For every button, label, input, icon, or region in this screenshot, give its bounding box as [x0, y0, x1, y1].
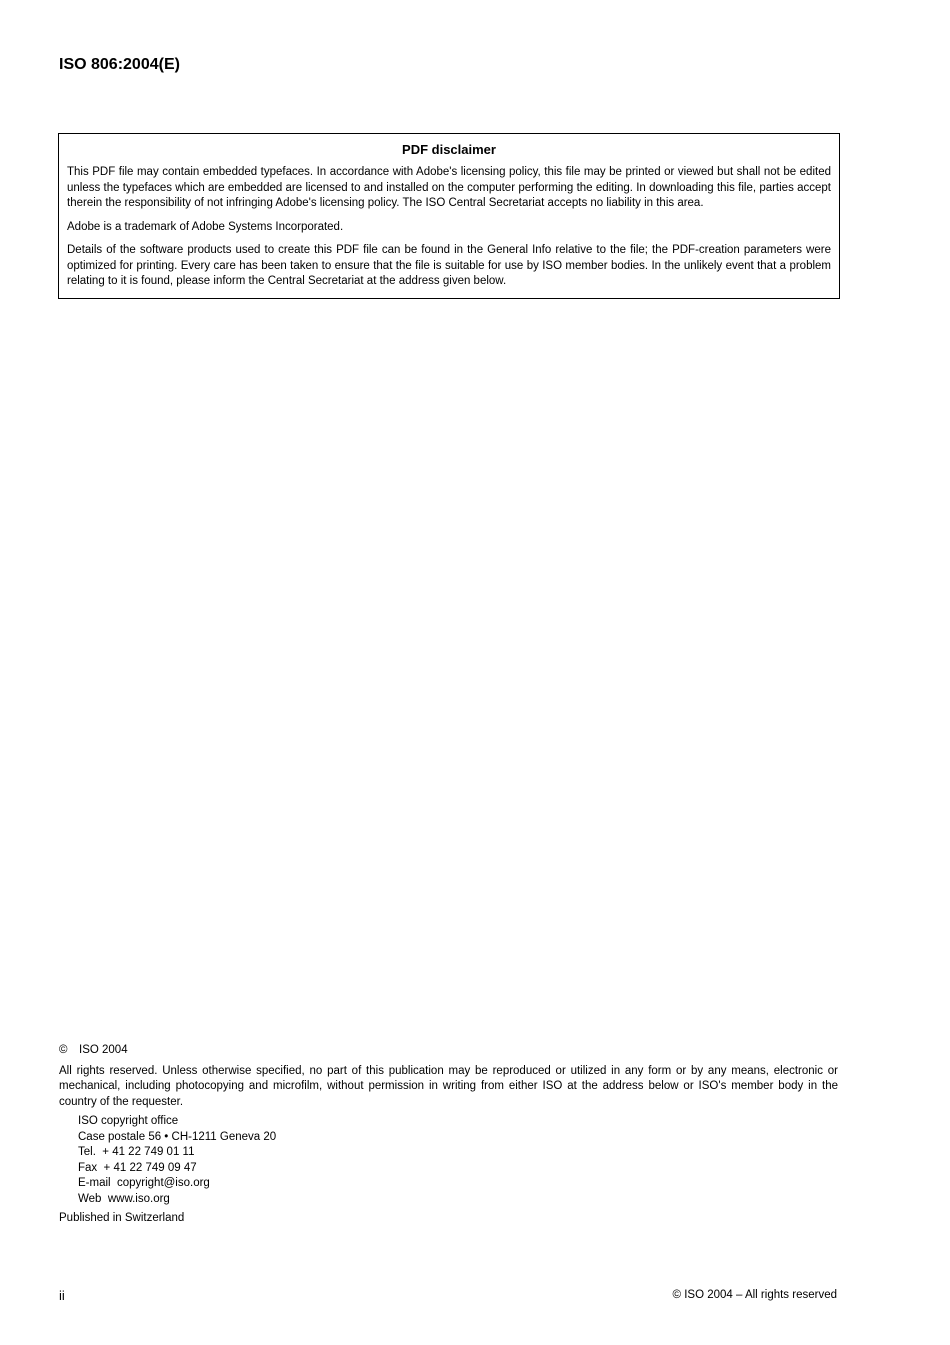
copyright-line: [59, 1043, 838, 1059]
copyright-symbol: ©: [59, 1044, 68, 1056]
footer-rights: © ISO 2004 – All rights reserved: [672, 1289, 837, 1301]
address-line-tel: Tel. + 41 22 749 01 11: [78, 1146, 195, 1158]
disclaimer-paragraph-trademark: Adobe is a trademark of Adobe Systems Incorporated.: [67, 220, 344, 233]
disclaimer-title: PDF disclaimer: [402, 142, 496, 157]
disclaimer-paragraph-typefaces: This PDF file may contain embedded typefaces. In accordance with Adobe's licensing policy, this file may be printed or viewed but shall not be edited unless the typefaces which are embedded are licensed to and installed on the computer performing the editing. In downloading this file, parties accept therein the responsibility of not infringing Adobe's licensing policy. The ISO Central Secretariat accepts no liability in this area.: [67, 166, 831, 209]
copyright-office-address: [78, 1114, 838, 1207]
address-line-postal: Case postale 56 • CH-1211 Geneva 20: [78, 1130, 277, 1143]
pdf-disclaimer-box: [58, 133, 840, 299]
address-line-web: Web www.iso.org: [78, 1192, 170, 1205]
published-in: Published in Switzerland: [59, 1212, 185, 1224]
copyright-year: ISO 2004: [79, 1044, 128, 1056]
copyright-notice: [59, 1043, 838, 1227]
address-line-fax: Fax + 41 22 749 09 47: [78, 1161, 197, 1174]
address-line-email: E-mail copyright@iso.org: [78, 1177, 210, 1189]
document-header: ISO 806:2004(E): [59, 56, 180, 73]
footer-page-number: ii: [59, 1288, 65, 1303]
address-line-office: ISO copyright office: [78, 1115, 179, 1127]
disclaimer-paragraph-software: Details of the software products used to create this PDF file can be found in the General Info relative to the file; the PDF-creation parameters were optimized for printing. Every care has been taken to ensure that the file is suitable for use by ISO member bodies. In the unlikely event that a problem relating to it is found, please inform the Central Secretariat at the address given below.: [67, 244, 831, 287]
rights-paragraph: All rights reserved. Unless otherwise specified, no part of this publication may be reproduced or utilized in any form or by any means, electronic or mechanical, including photocopying and microfilm, without permission in writing from either ISO at the address below or ISO's member body in the country of the requester.: [59, 1064, 838, 1108]
